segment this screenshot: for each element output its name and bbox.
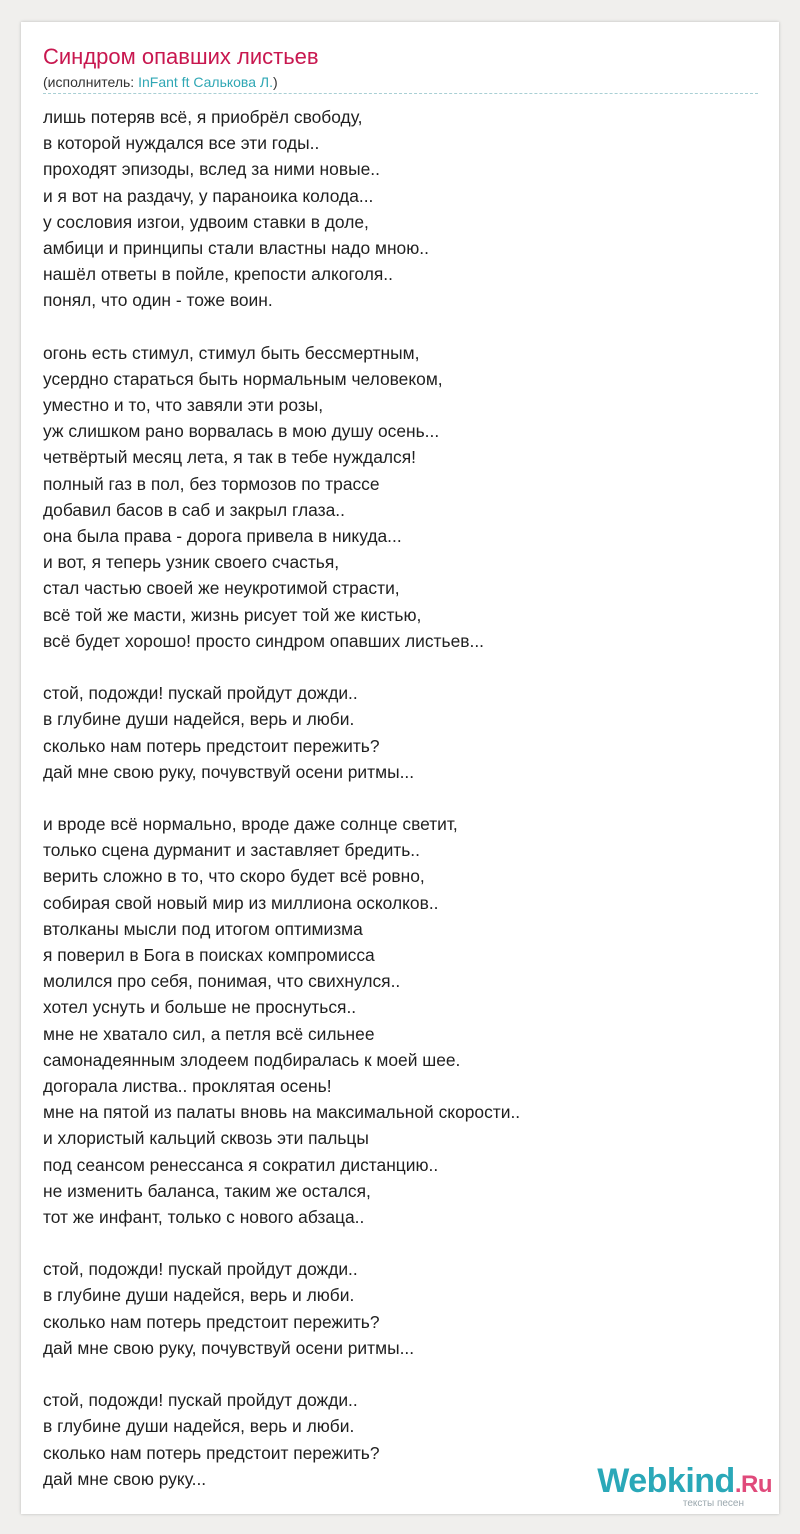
logo-tagline: тексты песен bbox=[682, 1498, 744, 1509]
lyrics-line: хотел уснуть и больше не проснуться.. bbox=[43, 997, 357, 1018]
song-title: Синдром опавших листьев bbox=[43, 44, 319, 69]
lyrics-line: в которой нуждался все эти годы.. bbox=[43, 133, 320, 154]
lyrics-line: сколько нам потерь предстоит пережить? bbox=[43, 1442, 380, 1463]
lyrics-line: тот же инфант, только с нового абзаца.. bbox=[43, 1206, 365, 1227]
lyrics-line: мне не хватало сил, а петля всё сильнее bbox=[43, 1023, 375, 1044]
lyrics-line: молился про себя, понимая, что свихнулся.. bbox=[43, 971, 401, 992]
lyrics-line: собирая свой новый мир из миллиона осколков.. bbox=[43, 892, 439, 913]
lyrics-line: она была права - дорога привела в никуда... bbox=[43, 526, 402, 546]
lyrics-line: уместно и то, что завяли эти розы, bbox=[43, 395, 324, 416]
artist-suffix: ) bbox=[272, 74, 278, 90]
lyrics-line: уж слишком рано ворвалась в мою душу осень... bbox=[43, 421, 440, 442]
lyrics-line: всё той же масти, жизнь рисует той же кистью, bbox=[43, 604, 422, 625]
lyrics-line: амбици и принципы стали властны надо мною.. bbox=[43, 237, 429, 258]
lyrics-line: и вот, я теперь узник своего счастья, bbox=[43, 552, 340, 573]
lyrics-line: и я вот на раздачу, у параноика колода... bbox=[43, 185, 374, 206]
lyrics-line: не изменить баланса, таким же остался, bbox=[43, 1180, 371, 1201]
lyrics-line: у сословия изгои, удвоим ставки в доле, bbox=[43, 211, 369, 232]
lyrics-line: лишь потеряв всё, я приобрёл свободу, bbox=[43, 107, 363, 127]
lyrics-line: догорала листва.. проклятая осень! bbox=[43, 1075, 332, 1096]
header bbox=[43, 22, 763, 92]
lyrics-line: стой, подожди! пускай пройдут дожди.. bbox=[43, 1259, 358, 1280]
lyrics-line: верить сложно в то, что скоро будет всё ровно, bbox=[43, 866, 425, 887]
lyrics-stanza bbox=[43, 104, 763, 314]
lyrics-line: понял, что один - тоже воин. bbox=[43, 290, 273, 311]
artist-link[interactable]: InFant ft Салькова Л. bbox=[138, 74, 273, 90]
lyrics-line: сколько нам потерь предстоит пережить? bbox=[43, 735, 380, 756]
lyrics-line: сколько нам потерь предстоит пережить? bbox=[43, 1311, 380, 1332]
lyrics-page bbox=[21, 22, 779, 1514]
lyrics-line: усердно стараться быть нормальным человеком, bbox=[43, 368, 443, 389]
lyrics-line: полный газ в пол, без тормозов по трассе bbox=[43, 473, 380, 494]
lyrics-line: нашёл ответы в пойле, крепости алкоголя.. bbox=[43, 264, 393, 285]
lyrics-line: дай мне свою руку, почувствуй осени ритмы... bbox=[43, 1337, 415, 1358]
logo-tld: .Ru bbox=[734, 1471, 772, 1498]
lyrics-line: в глубине души надейся, верь и люби. bbox=[43, 1416, 355, 1437]
lyrics-line: только сцена дурманит и заставляет бредить.. bbox=[43, 840, 420, 861]
lyrics-line: самонадеянным злодеем подбиралась к моей шее. bbox=[43, 1049, 461, 1070]
header-divider bbox=[43, 93, 758, 94]
lyrics-stanza bbox=[43, 340, 763, 654]
lyrics-line: стал частью своей же неукротимой страсти, bbox=[43, 578, 400, 599]
lyrics-line: стой, подожди! пускай пройдут дожди.. bbox=[43, 683, 358, 704]
artist-line bbox=[43, 72, 763, 92]
lyrics-line: дай мне свою руку... bbox=[43, 1468, 207, 1489]
lyrics-line: втолканы мысли под итогом оптимизма bbox=[43, 918, 363, 939]
lyrics-line: и вроде всё нормально, вроде даже солнце светит, bbox=[43, 814, 458, 835]
lyrics-line: в глубине души надейся, верь и люби. bbox=[43, 1285, 355, 1306]
lyrics-line: стой, подожди! пускай пройдут дожди.. bbox=[43, 1390, 358, 1411]
lyrics-line: огонь есть стимул, стимул быть бессмертным, bbox=[43, 342, 420, 363]
lyrics-line: в глубине души надейся, верь и люби. bbox=[43, 709, 355, 730]
lyrics-line: добавил басов в саб и закрыл глаза.. bbox=[43, 499, 345, 520]
lyrics-line: мне на пятой из палаты вновь на максимальной скорости.. bbox=[43, 1102, 521, 1123]
lyrics-line: четвёртый месяц лета, я так в тебе нуждался! bbox=[43, 447, 416, 468]
lyrics-stanza bbox=[43, 811, 763, 1230]
lyrics-stanza bbox=[43, 680, 763, 785]
lyrics-line: я поверил в Бога в поисках компромисса bbox=[43, 945, 375, 965]
lyrics-line: всё будет хорошо! просто синдром опавших листьев... bbox=[43, 630, 484, 651]
logo-main-text: Webkind bbox=[597, 1462, 735, 1500]
lyrics-line: проходят эпизоды, вслед за ними новые.. bbox=[43, 159, 380, 180]
lyrics-stanza bbox=[43, 1256, 763, 1361]
lyrics-line: дай мне свою руку, почувствуй осени ритмы... bbox=[43, 761, 415, 782]
lyrics-body bbox=[43, 104, 763, 1514]
lyrics-line: под сеансом ренессанса я сократил дистанцию.. bbox=[43, 1154, 439, 1175]
lyrics-line: и хлористый кальций сквозь эти пальцы bbox=[43, 1128, 369, 1149]
artist-prefix: (исполнитель: bbox=[43, 74, 139, 90]
webkind-logo[interactable] bbox=[572, 1462, 772, 1508]
